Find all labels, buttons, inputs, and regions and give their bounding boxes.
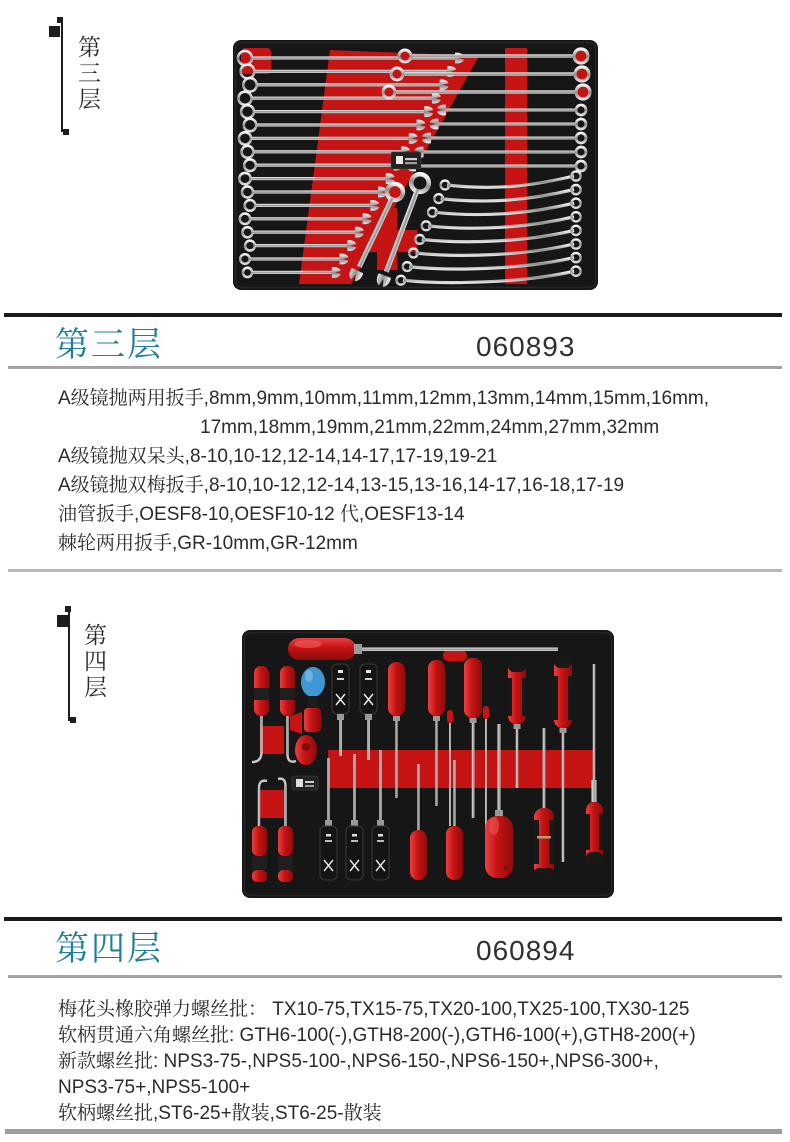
section1-spec-list — [58, 384, 768, 558]
spec-line: 17mm,18mm,19mm,21mm,22mm,24mm,27mm,32mm — [200, 417, 660, 438]
spec-line: A级镜抛两用扳手,8mm,9mm,10mm,11mm,12mm,13mm,14mm,15mm,16mm, — [58, 388, 710, 409]
marker-dot-bottom — [63, 129, 69, 135]
spec-line: 梅花头橡胶弹力螺丝批： TX10-75,TX15-75,TX20-100,TX25-100,TX30-125 — [58, 999, 690, 1020]
red-oval-tool — [295, 735, 317, 765]
spec-line: 棘轮两用扳手,GR-10mm,GR-12mm — [58, 533, 358, 554]
foam-red-notch — [443, 650, 467, 661]
page-bottom-rule — [5, 1129, 782, 1134]
wrench-tray-photo — [233, 40, 598, 290]
section1-title: 第三层 — [55, 326, 163, 364]
spec-line: 油管扳手,OESF8-10,OESF10-12 代,OESF13-14 — [58, 504, 465, 525]
marker-square-large — [49, 26, 60, 37]
section1-top-rule — [4, 313, 782, 317]
spec-line: 新款螺丝批: NPS3-75-,NPS5-100-,NPS6-150-,NPS6-150+,NPS6-300+, — [58, 1051, 659, 1072]
section2-title: 第四层 — [55, 930, 163, 968]
wrench-tray-svg — [233, 40, 598, 290]
section-divider — [8, 569, 782, 572]
section2-side-label: 第四层 — [81, 623, 107, 701]
spec-line: NPS3-75+,NPS5-100+ — [58, 1077, 251, 1098]
foam-red-cutout-1 — [260, 726, 284, 754]
section1-side-label: 第三层 — [75, 35, 101, 113]
screwdriver-tray-photo — [242, 630, 614, 898]
spec-line: 软柄贯通六角螺丝批: GTH6-100(-),GTH8-200(-),GTH6-100(+),GTH8-200(+) — [58, 1025, 696, 1046]
brand-logo — [391, 152, 421, 169]
spec-line: A级镜抛双呆头,8-10,10-12,12-14,14-17,17-19,19-21 — [58, 446, 498, 467]
brand-logo — [292, 776, 318, 790]
foam-red-cutout-2 — [260, 790, 284, 818]
section2-bottom-rule — [8, 975, 782, 978]
section1-bottom-rule — [8, 366, 782, 369]
screwdriver-tray-svg — [242, 630, 614, 898]
marker-line — [68, 611, 70, 721]
spec-line: A级镜抛双梅扳手,8-10,10-12,12-14,13-15,13-16,14-17,16-18,17-19 — [58, 475, 625, 496]
section2-product-code: 060894 — [476, 935, 576, 966]
spec-line: 软柄螺丝批,ST6-25+散装,ST6-25-散装 — [58, 1103, 382, 1124]
marker-dot-bottom — [70, 717, 76, 723]
section2-top-rule — [4, 917, 782, 921]
marker-line — [61, 22, 63, 132]
section1-product-code: 060893 — [476, 331, 576, 362]
section2-spec-list — [58, 997, 768, 1127]
double-ring-wrench-rows — [383, 49, 590, 99]
